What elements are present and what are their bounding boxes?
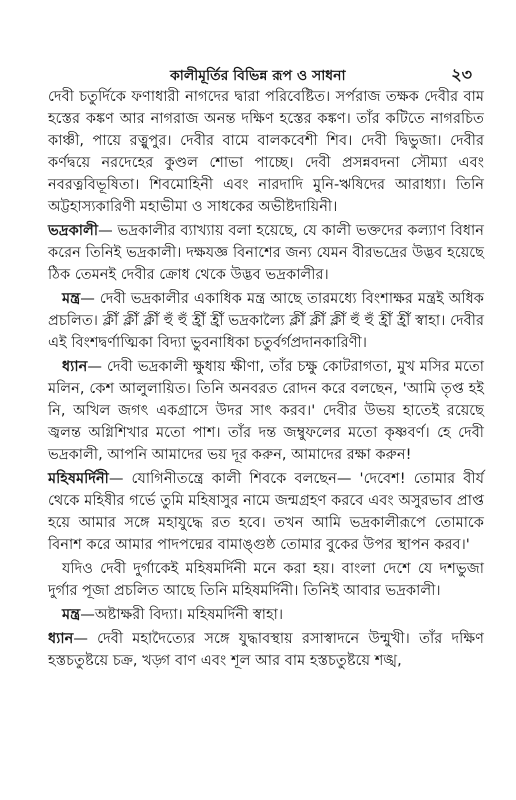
paragraph-term: মন্ত্র — [62, 290, 81, 307]
paragraph-term: ধ্যান — [62, 358, 88, 375]
paragraph-text: — ভদ্রকালীর ব্যাখ্যায় বলা হয়েছে, যে কালী ভক্তদের কল্যাণ বিধান করেন তিনিই ভদ্রকালী। দক্ষযজ্ঞ বিনাশের জন্য যেমন বীরভদ্রের উদ্ভব হয়েছে ঠিক তেমনই দেবীর ক্রোধ থেকে উদ্ভব ভদ্রকালীর। — [48, 222, 484, 283]
paragraph-text: — দেবী মহাদৈত্যের সঙ্গে যুদ্ধাবস্থায় রসাস্বাদনে উন্মুখী। তাঁর দক্ষিণ হস্তচতুষ্টয়ে চক্র, খড়্গ বাণ এবং শূল আর বাম হস্তচতুষ্টয়ে শঙ্খ, — [48, 630, 484, 669]
body-text — [48, 86, 484, 674]
paragraph — [48, 628, 484, 672]
paragraph — [48, 288, 484, 354]
paragraph — [48, 558, 484, 602]
paragraph-term: মন্ত্র — [62, 606, 81, 623]
page-number: ২৩ — [451, 65, 472, 84]
paragraph — [48, 468, 484, 556]
paragraph-term: মহিষমর্দিনী — [48, 470, 109, 487]
paragraph-text: — দেবী ভদ্রকালী ক্ষুধায় ক্ষীণা, তাঁর চক্ষু কোটরাগতা, মুখ মসির মতো মলিন, কেশ আলুলায়িত। তিনি অনবরত রোদন করে বলছেন, 'আমি তৃপ্ত হই নি, অখিল জগৎ একগ্রাসে উদর সাৎ করব।' দেবীর উভয় হাতেই রয়েছে জ্বলন্ত অগ্নিশিখার মতো পাশ। তাঁর দন্ত জম্বুফলের মতো কৃষ্ণবর্ণ। হে দেবী ভদ্রকালী, আপনি আমাদের ভয় দূর করুন, আমাদের রক্ষা করুন! — [48, 358, 484, 463]
paragraph-text: — দেবী ভদ্রকালীর একাধিক মন্ত্র আছে তারমধ্যে বিংশাক্ষর মন্ত্রই অধিক প্রচলিত। ক্লীঁ ক্লীঁ ক্লীঁ হুঁ হুঁ হ্রীঁ হ্রীঁ ভদ্রকাল্যৈ ক্লীঁ ক্লীঁ ক্লীঁ হুঁ হুঁ হ্রীঁ হ্রীঁ স্বাহা। দেবীর এই বিংশদ্বর্ণাত্মিকা বিদ্যা ভুবনাধিকা চতুর্বর্গপ্রদানকারিণী। — [48, 290, 484, 351]
paragraph — [48, 220, 484, 286]
paragraph-term: ভদ্রকালী — [48, 222, 99, 239]
running-title: কালীমূর্তির বিভিন্ন রূপ ও সাধনা — [170, 68, 346, 84]
paragraph-text: — যোগিনীতন্ত্রে কালী শিবকে বলছেন— 'দেবেশ! তোমার বীর্য থেকে মহিষীর গর্ভে তুমি মহিষাসুর নামে জন্মগ্রহণ করবে এবং অসুরভাব প্রাপ্ত হয়ে আমার সঙ্গে মহাযুদ্ধে রত হবে। তখন আমি ভদ্রকালীরূপে তোমাকে বিনাশ করে আমার পাদপদ্মের বামাঙ্গুষ্ঠ তোমার বুকের উপর স্থাপন করব।' — [48, 470, 484, 553]
paragraph — [48, 604, 484, 626]
paragraph — [48, 86, 484, 218]
paragraph — [48, 356, 484, 466]
paragraph-text: দেবী চতুর্দিকে ফণাধারী নাগদের দ্বারা পরিবেষ্টিত। সর্পরাজ তক্ষক দেবীর বাম হস্তের কঙ্কণ আর নাগরাজ অনন্ত দক্ষিণ হস্তের কঙ্কণ। তাঁর কটিতে নাগরচিত কাঞ্চী, পায়ে রত্নুপুর। দেবীর বামে বালকবেশী শিব। দেবী দ্বিভুজা। দেবীর কর্ণদ্বয়ে নরদেহের কুণ্ডল শোভা পাচ্ছে। দেবী প্রসন্নবদনা সৌম্যা এবং নবরত্নবিভূষিতা। শিবমোহিনী এবং নারদাদি মুনি-ঋষিদের আরাধ্যা। তিনি অট্টহাস্যকারিণী মহাভীমা ও সাধকের অভীষ্টদায়িনী। — [48, 88, 484, 215]
paragraph-term: ধ্যান — [48, 630, 74, 647]
paragraph-text: —অষ্টাক্ষরী বিদ্যা। মহিষমর্দিনী স্বাহা। — [80, 606, 284, 623]
paragraph-text: যদিও দেবী দুর্গাকেই মহিষমর্দিনী মনে করা হয়। বাংলা দেশে যে দশভুজা দুর্গার পূজা প্রচলিত আছে তিনি মহিষমর্দিনী। তিনিই আবার ভদ্রকালী। — [48, 560, 484, 599]
